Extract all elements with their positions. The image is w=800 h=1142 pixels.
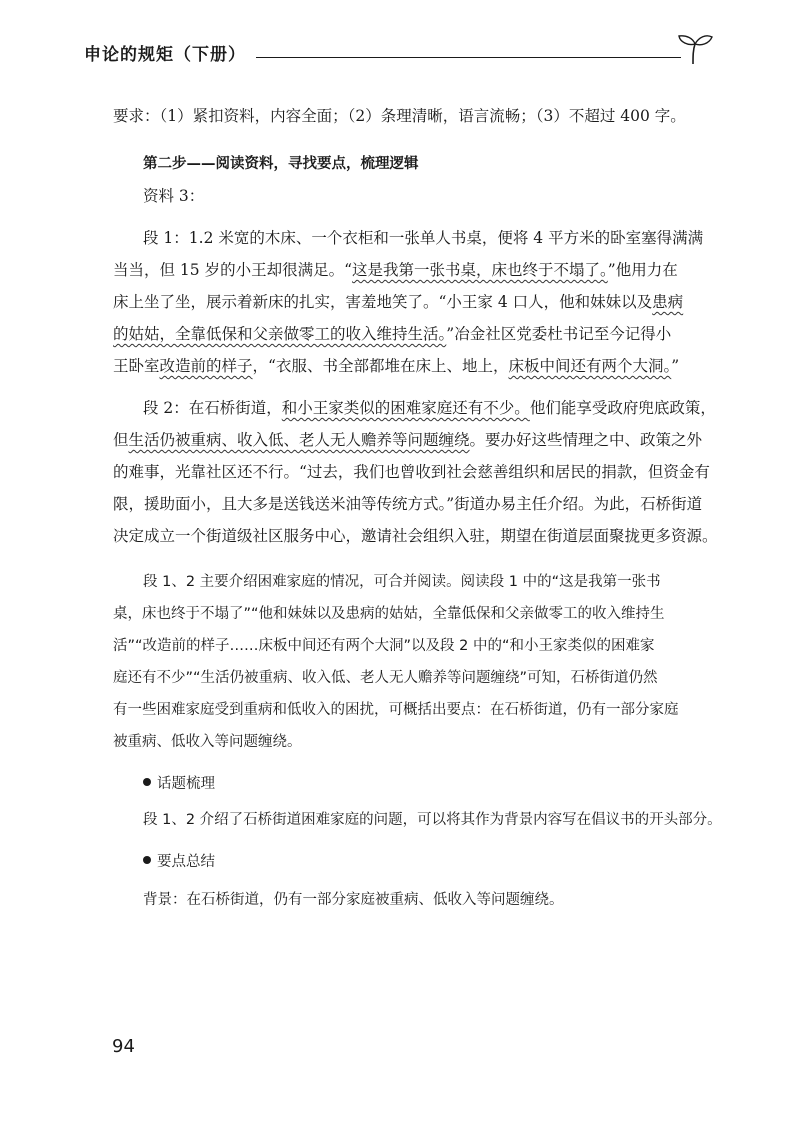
para1-text: ，“衣服、书全部都堆在床上、地上， [252,357,509,375]
analysis-line1: 段 1、2 主要介绍困难家庭的情况，可合并阅读。阅读段 1 中的“这是我第一张书 [143,574,661,590]
para2-text: 但 [113,431,129,449]
bullet-icon [143,856,151,864]
para2-text: 段 2：在石桥街道， [143,399,282,417]
para1-line2 [113,258,678,282]
para2-line5: 决定成立一个街道级社区服务中心，邀请社会组织入驻，期望在街道层面聚拢更多资源。 [113,527,718,545]
para2-text: 。要办好这些情理之中、政策之外 [469,431,703,449]
para1-line5 [113,354,679,378]
summary-text: 背景：在石桥街道，仍有一部分家庭被重病、低收入等问题缠绕。 [143,892,564,908]
para1-line1: 段 1：1.2 米宽的木床、一个衣柜和一张单人书桌，便将 4 平方米的卧室塞得满满 [143,229,704,247]
para1-highlight: 的姑姑，全靠低保和父亲做零工的收入维持生活。 [113,325,447,343]
para2-line4: 限，援助面小，且大多是送钱送米油等传统方式。”街道办易主任介绍。为此，石桥街道 [113,495,703,513]
analysis-line2: 桌，床也终于不塌了”“他和妹妹以及患病的姑姑，全靠低保和父亲做零工的收入维持生 [113,606,665,622]
para1-text: ” [671,357,680,375]
topic-text: 段 1、2 介绍了石桥街道困难家庭的问题，可以将其作为背景内容写在倡议书的开头部分。 [143,812,722,828]
para2-text: 他们能享受政府兜底政策， [529,399,716,417]
analysis-line4: 庭还有不少”“生活仍被重病、收入低、老人无人赡养等问题缠绕”可知，石桥街道仍然 [113,670,658,686]
sprout-icon [676,32,714,66]
summary-heading-label: 要点总结 [157,854,215,870]
page-number: 94 [112,1036,135,1057]
summary-heading [143,850,215,874]
analysis-line3: 活”“改造前的样子……床板中间还有两个大洞”以及段 2 中的“和小王家类似的困难家 [113,638,655,654]
para1-highlight: 患病 [652,293,684,311]
header-rule [256,57,681,58]
analysis-line5: 有一些困难家庭受到重病和低收入的困扰，可概括出要点：在石桥街道，仍有一部分家庭 [113,702,679,718]
para2-line2 [113,428,702,452]
para1-line4 [113,322,671,346]
para1-text: 床上坐了坐，展示着新床的扎实，害羞地笑了。“小王家 4 口人，他和妹妹以及 [113,293,653,311]
requirement-line: 要求：（1）紧扣资料，内容全面；（2）条理清晰，语言流畅；（3）不超过 400 字。 [113,107,686,125]
para2-line1 [143,396,716,420]
para1-text: ”冶金社区党委杜书记至今记得小 [446,325,672,343]
topic-heading-label: 话题梳理 [157,776,215,792]
para1-highlight: 这是我第一张书桌，床也终于不塌了。 [352,261,608,279]
para1-highlight: 床板中间还有两个大洞。 [508,357,672,375]
running-header [84,30,714,70]
para1-text: 王卧室 [113,357,160,375]
analysis-line6: 被重病、低收入等问题缠绕。 [113,734,302,750]
para2-highlight: 和小王家类似的困难家庭还有不少。 [281,399,530,417]
step-heading: 第二步——阅读资料，寻找要点，梳理逻辑 [143,156,419,172]
para1-highlight: 改造前的样子 [159,357,253,375]
para1-text: ”他用力在 [607,261,678,279]
material-label: 资料 3： [143,187,205,205]
para1-text: 当当，但 15 岁的小王却很满足。“ [113,261,353,279]
para1-line3 [113,290,683,314]
para2-line3: 的难事，光靠社区还不行。“过去，我们也曾收到社会慈善组织和居民的捐款，但资金有 [113,463,710,481]
topic-heading [143,772,215,796]
book-title: 申论的规矩（下册） [84,45,246,65]
bullet-icon [143,778,151,786]
para2-highlight: 生活仍被重病、收入低、老人无人赡养等问题缠绕 [128,431,470,449]
